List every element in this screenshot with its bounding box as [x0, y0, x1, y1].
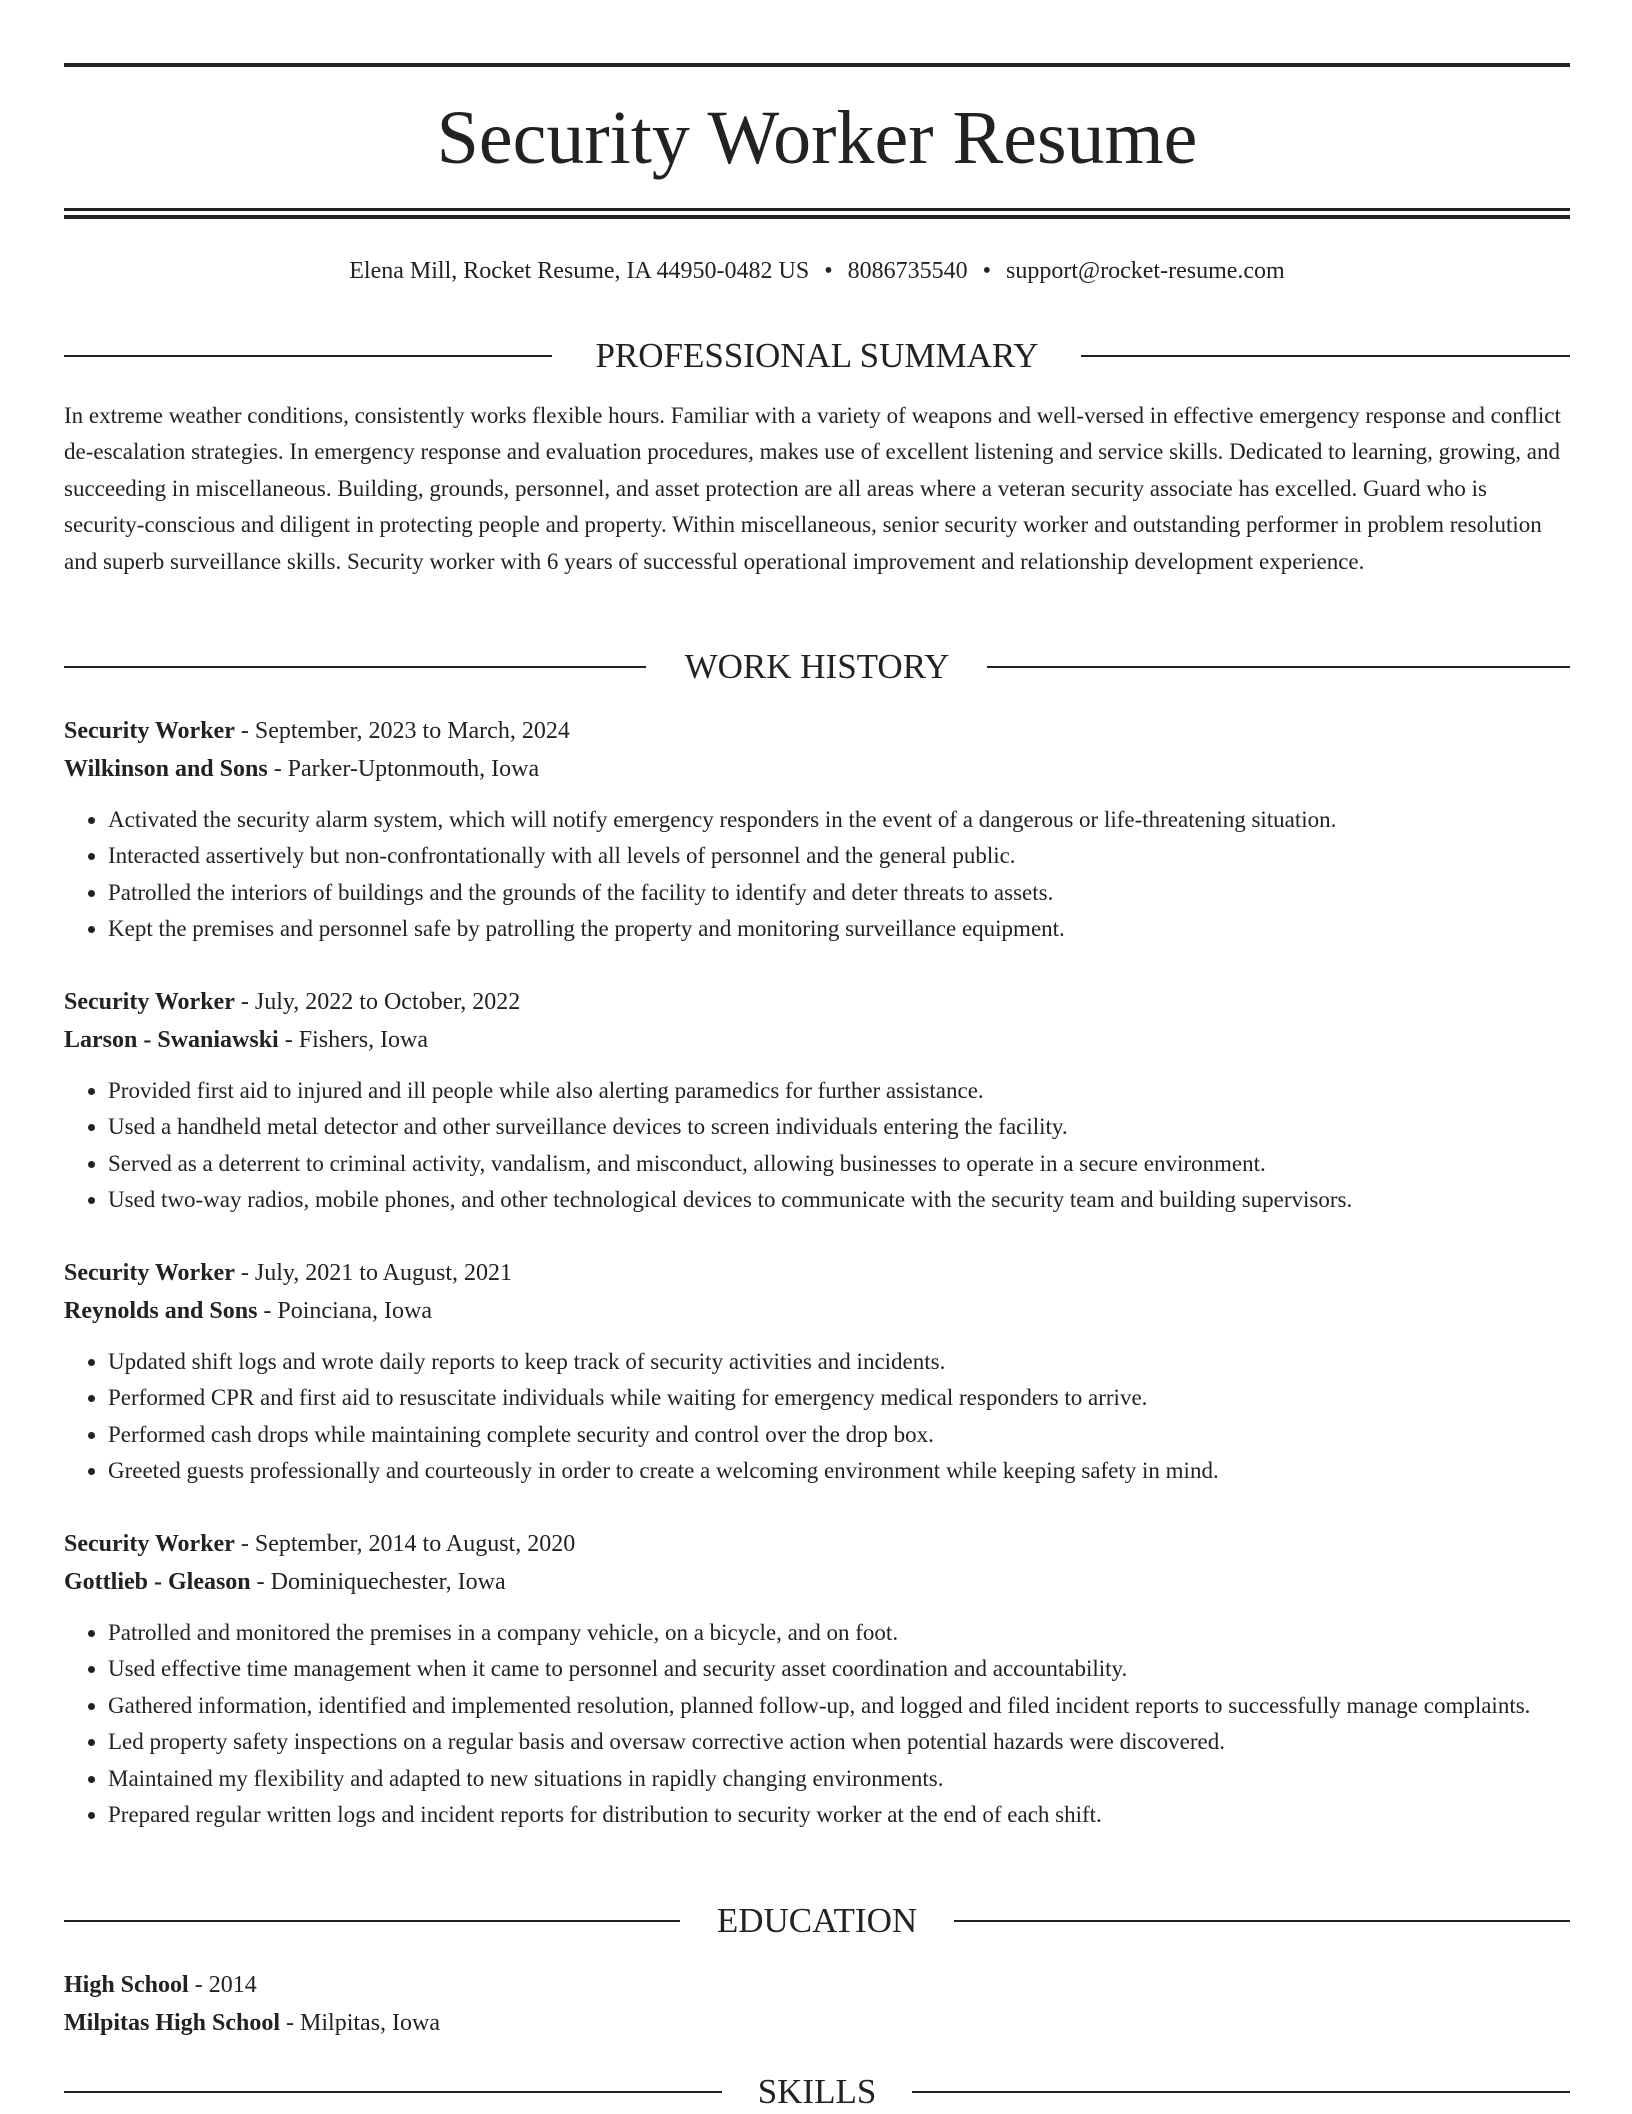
job-title: Security Worker	[64, 989, 235, 1015]
page-title: Security Worker Resume	[436, 96, 1198, 180]
job-bullet: • Patrolled and monitored the premises in a company vehicle, on a bicycle, and on foot.	[108, 1615, 1570, 1651]
job-entry	[64, 712, 1570, 948]
job-bullet: • Used a handheld metal detector and other surveillance devices to screen individuals entering the facility.	[108, 1109, 1570, 1145]
education-degree-line	[64, 1966, 1570, 2004]
top-rule	[64, 63, 1570, 67]
job-dates: - July, 2021 to August, 2021	[234, 1260, 512, 1286]
job-entry	[64, 1254, 1570, 1490]
education-school-line	[64, 2004, 1570, 2042]
job-title-line	[64, 712, 1570, 750]
job-entry	[64, 1525, 1570, 1833]
job-company: Gottlieb - Gleason	[64, 1569, 251, 1595]
job-company: Larson - Swaniawski	[64, 1027, 279, 1053]
contact-address: Elena Mill, Rocket Resume, IA 44950-0482 US	[349, 258, 810, 284]
contact-email: support@rocket-resume.com	[1006, 258, 1285, 284]
job-dates: - July, 2022 to October, 2022	[234, 989, 521, 1015]
job-bullet: • Greeted guests professionally and courteously in order to create a welcoming environment while keeping safety in mind.	[108, 1453, 1570, 1489]
job-company-line	[64, 1563, 1570, 1601]
job-company-line	[64, 1292, 1570, 1330]
job-location: - Poinciana, Iowa	[257, 1298, 433, 1324]
job-title-line	[64, 983, 1570, 1021]
job-bullets	[64, 1073, 1570, 1219]
education-year: - 2014	[188, 1972, 257, 1998]
job-bullets	[64, 1615, 1570, 1833]
contact-separator: •	[824, 258, 833, 284]
title-rule-lower	[64, 215, 1570, 219]
summary-heading-text: PROFESSIONAL SUMMARY	[563, 336, 1070, 375]
job-location: - Fishers, Iowa	[278, 1027, 429, 1053]
job-title: Security Worker	[64, 1531, 235, 1557]
job-dates: - September, 2014 to August, 2020	[234, 1531, 576, 1557]
job-bullet: • Used two-way radios, mobile phones, and other technological devices to communicate with the security team and building supervisors.	[108, 1182, 1570, 1218]
job-bullet: • Led property safety inspections on a regular basis and oversaw corrective action when potential hazards were discovered.	[108, 1724, 1570, 1760]
job-company: Reynolds and Sons	[64, 1298, 258, 1324]
education-section-heading	[64, 1899, 1570, 1943]
job-company-line	[64, 750, 1570, 788]
job-title: Security Worker	[64, 718, 235, 744]
education-school: Milpitas High School	[64, 2010, 281, 2036]
job-bullets	[64, 802, 1570, 948]
summary-section-heading	[64, 334, 1570, 378]
job-company: Wilkinson and Sons	[64, 756, 268, 782]
job-bullets	[64, 1344, 1570, 1490]
contact-separator: •	[982, 258, 992, 284]
job-bullet: • Patrolled the interiors of buildings and the grounds of the facility to identify and deter threats to assets.	[108, 875, 1570, 911]
work-heading-text: WORK HISTORY	[653, 647, 982, 686]
job-title-line	[64, 1525, 1570, 1563]
skills-section-heading	[64, 2070, 1570, 2114]
job-bullet: • Prepared regular written logs and incident reports for distribution to security worker at the end of each shift.	[108, 1797, 1570, 1833]
job-bullet: • Performed CPR and first aid to resuscitate individuals while waiting for emergency medical responders to arrive.	[108, 1380, 1570, 1416]
job-company-line	[64, 1021, 1570, 1059]
job-bullet: • Kept the premises and personnel safe by patrolling the property and monitoring surveillance equipment.	[108, 911, 1570, 947]
job-bullet: • Updated shift logs and wrote daily reports to keep track of security activities and incidents.	[108, 1344, 1570, 1380]
summary-paragraph: In extreme weather conditions, consistently works flexible hours. Familiar with a variety of weapons and well-versed in effective emergency response and conflict de-escalation strategies. In emergency response and evaluation procedures, makes use of excellent listening and service skills. Dedicated to learning, growing, and succeeding in miscellaneous. Building, grounds, personnel, and asset protection are all areas where a veteran security associate has excelled. Guard who is security-conscious and diligent in protecting people and property. Within miscellaneous, senior security worker and outstanding performer in problem resolution and superb surveillance skills. Security worker with 6 years of successful operational improvement and relationship development experience.	[64, 403, 1561, 574]
job-title: Security Worker	[64, 1260, 235, 1286]
education-heading-text: EDUCATION	[685, 1901, 949, 1940]
education-degree: High School	[64, 1972, 189, 1998]
job-entry	[64, 983, 1570, 1219]
job-location: - Parker-Uptonmouth, Iowa	[267, 756, 540, 782]
job-bullet: • Served as a deterrent to criminal activity, vandalism, and misconduct, allowing businesses to operate in a secure environment.	[108, 1146, 1570, 1182]
job-bullet: • Interacted assertively but non-confrontationally with all levels of personnel and the general public.	[108, 838, 1570, 874]
contact-phone: 8086735540	[847, 258, 968, 284]
work-section-heading	[64, 645, 1570, 689]
job-dates: - September, 2023 to March, 2024	[234, 718, 570, 744]
education-location: - Milpitas, Iowa	[280, 2010, 441, 2036]
job-bullet: • Maintained my flexibility and adapted to new situations in rapidly changing environments.	[108, 1761, 1570, 1797]
job-title-line	[64, 1254, 1570, 1292]
job-bullet: • Activated the security alarm system, which will notify emergency responders in the event of a dangerous or life-threatening situation.	[108, 802, 1570, 838]
job-bullet: • Performed cash drops while maintaining complete security and control over the drop box.	[108, 1417, 1570, 1453]
education-entry	[64, 1966, 1570, 2042]
job-bullet: • Gathered information, identified and implemented resolution, planned follow-up, and logged and filed incident reports to successfully manage complaints.	[108, 1688, 1570, 1724]
contact-line	[64, 254, 1570, 288]
job-location: - Dominiquechester, Iowa	[250, 1569, 506, 1595]
job-bullet: • Used effective time management when it came to personnel and security asset coordination and accountability.	[108, 1651, 1570, 1687]
skills-heading-text: SKILLS	[726, 2072, 909, 2111]
title-rule-upper	[64, 208, 1570, 211]
job-bullet: • Provided first aid to injured and ill people while also alerting paramedics for further assistance.	[108, 1073, 1570, 1109]
